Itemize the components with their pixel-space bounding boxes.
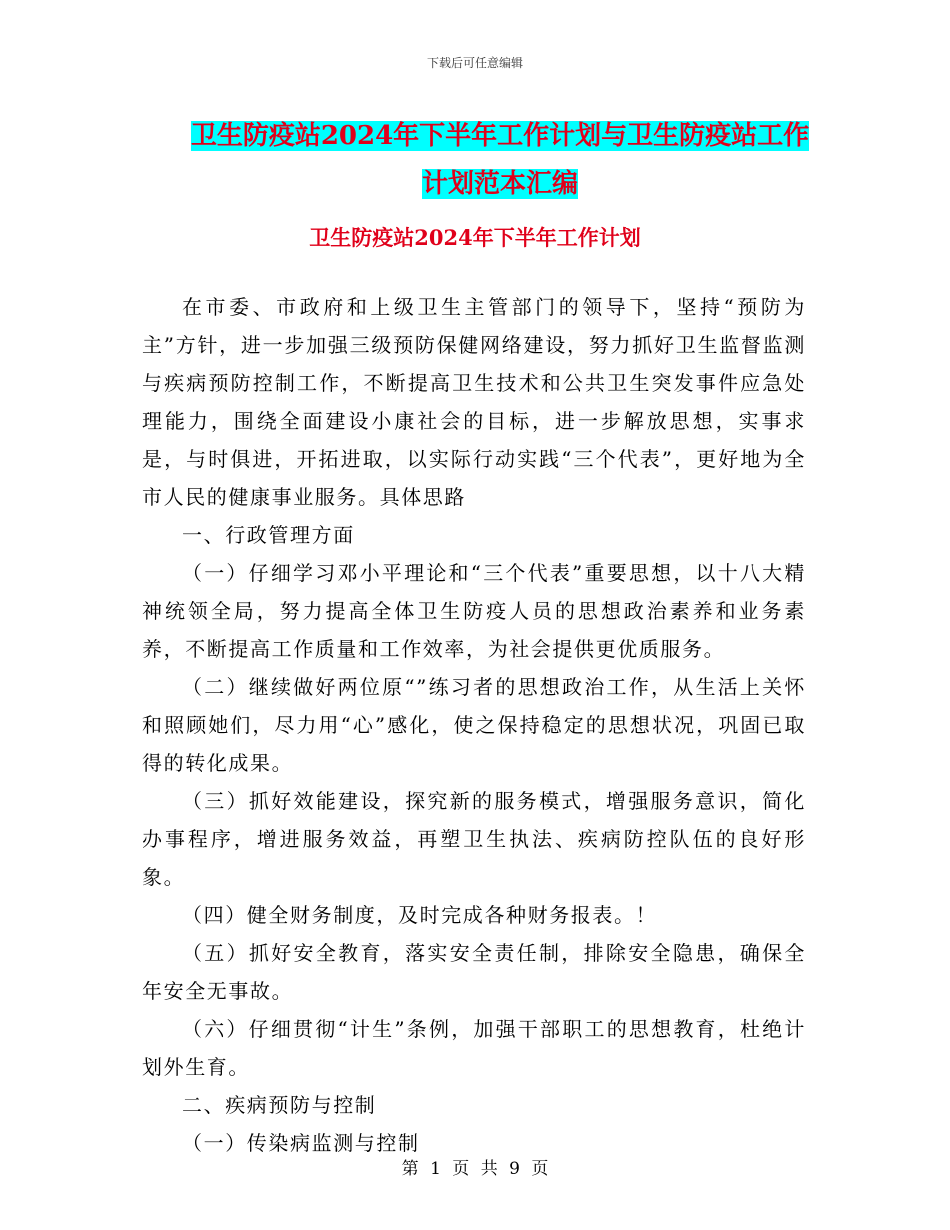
section-title: 卫生防疫站2024年下半年工作计划 <box>309 225 641 250</box>
document-title <box>140 112 860 208</box>
intro-paragraph: 在市委、市政府和上级卫生主管部门的领导下，坚持“预防为主”方针，进一步加强三级预防保健网络建设，努力抓好卫生监督监测与疾病预防控制工作，不断提高卫生技术和公共卫生突发事件应急处理能力，围绕全面建设小康社会的目标，进一步解放思想，实事求是，与时俱进，开拓进取，以实际行动实践“三个代表”，更好地为全市人民的健康事业服务。具体思路 <box>142 295 806 509</box>
paragraph-item-2: （二）继续做好两位原“”练习者的思想政治工作，从生活上关怀和照顾她们，尽力用“心”感化，使之保持稳定的思想状况，巩固已取得的转化成果。 <box>142 675 806 775</box>
document-body <box>142 288 806 1162</box>
subheading-infectious-disease: （一）传染病监测与控制 <box>182 1131 420 1155</box>
paragraph-item-4: （四）健全财务制度，及时完成各种财务报表。！ <box>182 903 658 927</box>
paragraph-item-5: （五）抓好安全教育，落实安全责任制，排除安全隐患，确保全年安全无事故。 <box>142 941 806 1003</box>
page-footer: 第 1 页 共 9 页 <box>401 1159 549 1179</box>
heading-disease-control: 二、疾病预防与控制 <box>182 1093 377 1117</box>
document-title-line-2: 计划范本汇编 <box>421 169 578 199</box>
document-title-line-1: 卫生防疫站2024年下半年工作计划与卫生防疫站工作 <box>190 121 810 151</box>
heading-administration: 一、行政管理方面 <box>182 523 355 547</box>
paragraph-item-3: （三）抓好效能建设，探究新的服务模式，增强服务意识，简化办事程序，增进服务效益，再塑卫生执法、疾病防控队伍的良好形象。 <box>142 789 806 889</box>
paragraph-item-6: （六）仔细贯彻“计生”条例，加强干部职工的思想教育，杜绝计划外生育。 <box>142 1017 806 1079</box>
paragraph-item-1: （一）仔细学习邓小平理论和“三个代表”重要思想，以十八大精神统领全局，努力提高全体卫生防疫人员的思想政治素养和业务素养，不断提高工作质量和工作效率，为社会提供更优质服务。 <box>142 561 806 661</box>
header-note: 下载后可任意编辑 <box>426 56 523 70</box>
